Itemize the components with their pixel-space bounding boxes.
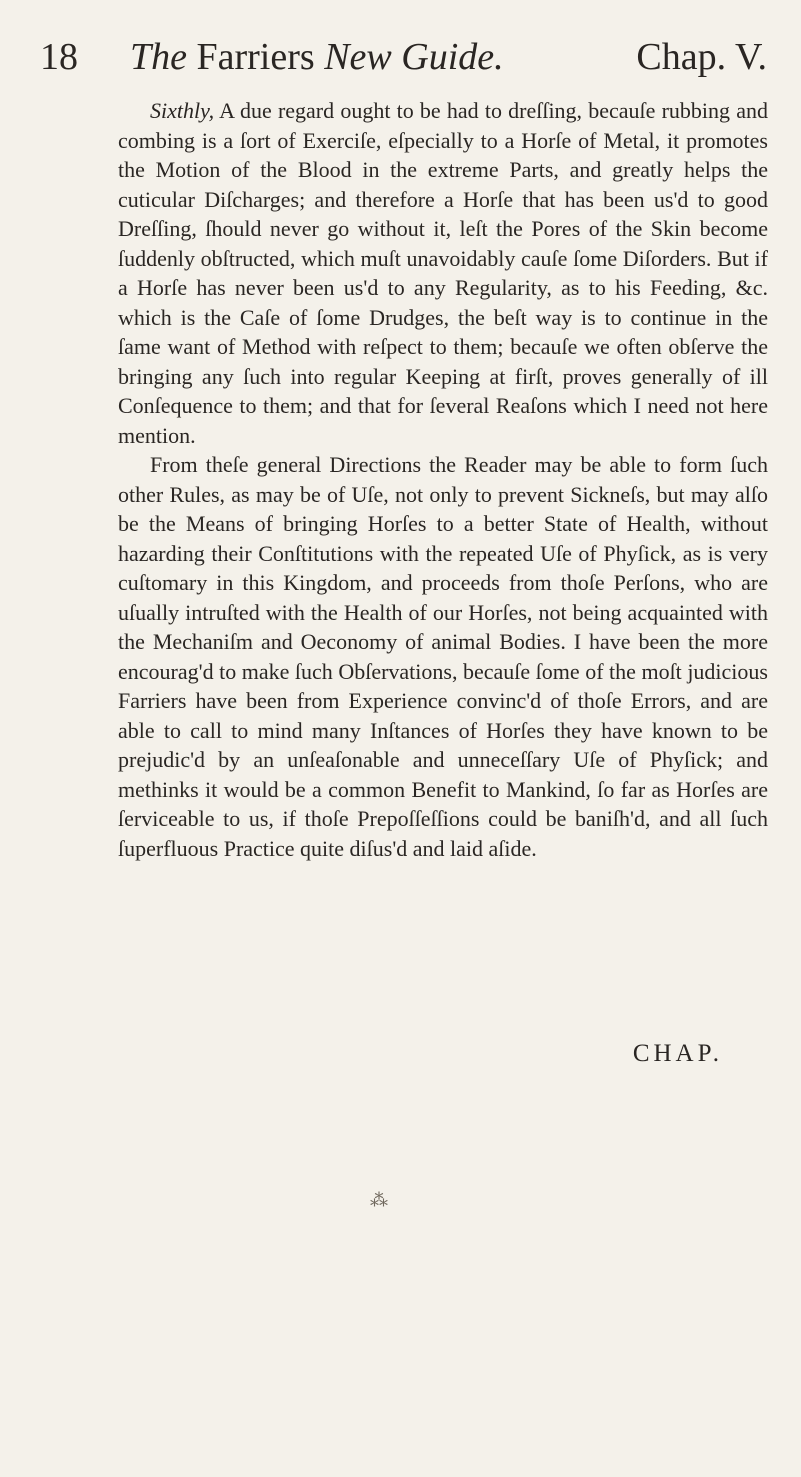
chapter-heading: Chap. V. — [636, 36, 767, 78]
paragraph-2-text: From theſe general Directions the Reader may be able to form ſuch other Rules, as may be of Uſe, not only to prevent Sickneſs, but may alſo be the Means of bringing Horſes to a better State of Health, without hazarding their Conſtitutions with the repeated Uſe of Phyſick, as is very cuſtomary in this Kingdom, and proceeds from thoſe Perſons, who are uſually intruſted with the Health of our Horſes, not being acquainted with the Mechaniſm and Oeconomy of animal Bodies. I have been the more encourag'd to make ſuch Obſervations, becauſe ſome of the moſt judicious Farriers have been from Experience convinc'd of thoſe Errors, and are able to call to mind many Inſtances of Horſes they have known to be prejudic'd by an unſeaſonable and unneceſſary Uſe of Phyſick; and methinks it would be a common Benefit to Mankind, ſo far as Horſes are ſerviceable to us, if thoſe Prepoſſeſſions could be baniſh'd, and all ſuch ſuperfluous Practice quite diſus'd and laid aſide. — [118, 452, 768, 861]
running-title — [130, 38, 504, 76]
paragraph-1-text: A due regard ought to be had to dreſſing, becauſe rubbing and combing is a ſort of Exerciſe, eſpecially to a Horſe of Metal, it promotes the Motion of the Blood in the extreme Parts, and greatly helps the cuticular Diſcharges; and therefore a Horſe that has been us'd to good Dreſſing, ſhould never go without it, leſt the Pores of the Skin become ſuddenly obſtructed, which muſt unavoidably cauſe ſome Diſorders. But if a Horſe has never been us'd to any Regularity, as to his Feeding, &c. which is the Caſe of ſome Drudges, the beſt way is to continue in the ſame want of Method with reſpect to them; becauſe we often obſerve the bringing any ſuch into regular Keeping at firſt, proves generally of ill Conſequence to them; and that for ſeveral Reaſons which I need not here mention. — [118, 98, 768, 448]
paragraph-1 — [118, 96, 768, 450]
page-mark: ⁂ — [370, 1190, 388, 1210]
running-title-the: The — [130, 36, 187, 78]
paragraph-1-lead-word: Sixthly, — [150, 98, 215, 123]
catchword: CHAP. — [632, 1040, 723, 1067]
paragraph-2 — [118, 450, 768, 863]
running-title-farriers: Farriers — [187, 36, 325, 78]
page-number: 18 — [40, 36, 78, 78]
page-body — [118, 96, 768, 863]
running-title-new-guide: New Guide. — [324, 36, 504, 78]
page-header — [40, 38, 767, 88]
